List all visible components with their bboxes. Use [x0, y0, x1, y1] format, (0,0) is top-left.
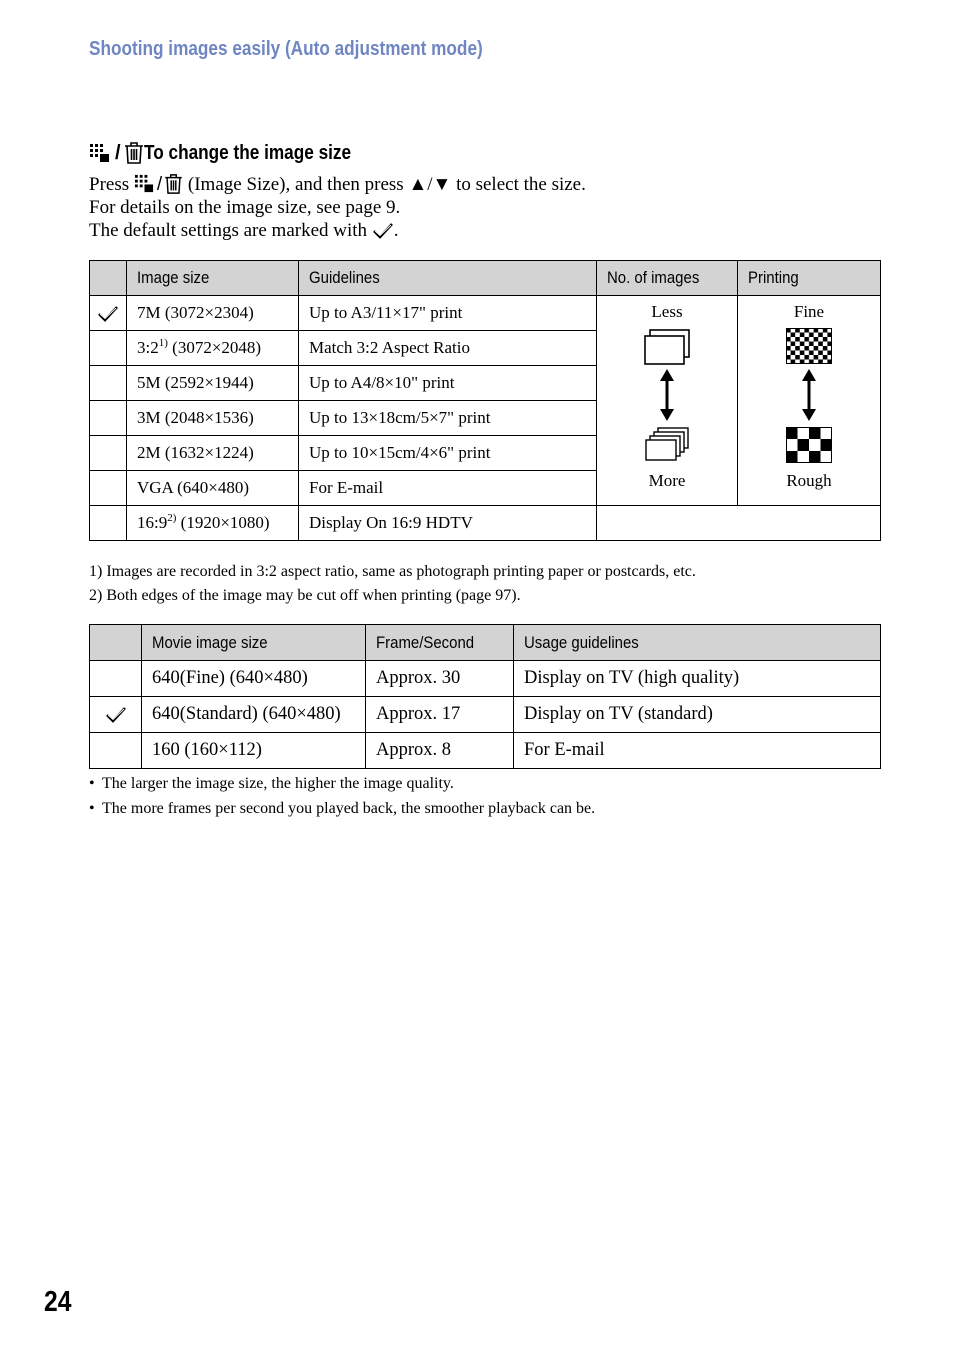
image-size-cell: VGA (640×480) [127, 471, 299, 506]
image-size-cell: 16:9$^{2)}$ (1920×1080) [127, 506, 299, 541]
printing-rough-label: Rough [786, 471, 832, 490]
table-row [90, 296, 881, 331]
image-size-cell: 3M (2048×1536) [127, 401, 299, 436]
printing-scale-cell [738, 296, 881, 506]
table-header-cell: Movie image size [142, 625, 366, 661]
printing-fine-label: Fine [793, 302, 825, 321]
table-header-cell: Guidelines [299, 261, 597, 296]
guideline-cell: Match 3:2 Aspect Ratio [299, 331, 597, 366]
table-header-cell: No. of images [597, 261, 738, 296]
double-arrow-icon [801, 369, 817, 421]
image-size-table [89, 260, 881, 541]
images-scale-cell [597, 296, 738, 506]
table-header-cell [90, 261, 127, 296]
heading-separator: / [115, 141, 121, 164]
table-row [90, 506, 881, 541]
movie-size-table [89, 624, 881, 769]
intro-separator: / [156, 174, 163, 195]
rough-checker-icon [786, 427, 832, 463]
image-size-cell: 3:2$^{1)}$ (3072×2048) [127, 331, 299, 366]
movie-size-cell: 160 (160×112) [142, 733, 366, 769]
guideline-cell: Display On 16:9 HDTV [299, 506, 597, 541]
bullet-item: • The more frames per second you played back, the smoother playback can be. [89, 800, 596, 817]
guideline-cell: Up to A3/11×17" print [299, 296, 597, 331]
default-cell [90, 697, 142, 733]
page-number: 24 [44, 1286, 72, 1318]
page-header-title: Shooting images easily (Auto adjustment mode) [89, 38, 483, 60]
images-more-label: More [648, 471, 686, 490]
default-cell [90, 296, 127, 331]
intro-press-text: Press [89, 174, 130, 195]
table-header-row [90, 261, 881, 296]
image-size-cell: 2M (1632×1224) [127, 436, 299, 471]
image-size-grid-icon [134, 173, 155, 194]
intro-period: . [393, 220, 399, 241]
default-cell [90, 733, 142, 769]
section-heading [89, 140, 384, 166]
trash-icon [164, 173, 183, 195]
guideline-cell: Up to A4/8×10" print [299, 366, 597, 401]
table-row [90, 661, 881, 697]
empty-cell [597, 506, 881, 541]
checkmark-icon [97, 305, 119, 323]
images-less-label: Less [651, 302, 683, 321]
fps-cell: Approx. 30 [366, 661, 514, 697]
fps-cell: Approx. 8 [366, 733, 514, 769]
footnote-2: 2) Both edges of the image may be cut off when printing (page 97). [89, 587, 521, 604]
image-size-cell: 7M (3072×2304) [127, 296, 299, 331]
usage-cell: Display on TV (standard) [514, 697, 881, 733]
default-cell [90, 331, 127, 366]
double-arrow-icon [659, 369, 675, 421]
trash-icon [124, 141, 144, 165]
checkmark-icon [372, 222, 394, 240]
intro-instruction-text: (Image Size), and then press ▲/▼ to select the size. [187, 174, 586, 195]
intro-line-1 [89, 173, 586, 196]
guideline-cell: Up to 13×18cm/5×7" print [299, 401, 597, 436]
table-header-cell: Usage guidelines [514, 625, 881, 661]
table-header-cell: Frame/Second [366, 625, 514, 661]
movie-size-cell: 640(Fine) (640×480) [142, 661, 366, 697]
image-size-cell: 5M (2592×1944) [127, 366, 299, 401]
single-image-icon [643, 328, 691, 366]
default-cell [90, 366, 127, 401]
table-row [90, 697, 881, 733]
default-cell [90, 506, 127, 541]
default-cell [90, 471, 127, 506]
footnote-1: 1) Images are recorded in 3:2 aspect ratio, same as photograph printing paper or postcards, etc. [89, 563, 696, 580]
table-header-cell [90, 625, 142, 661]
bullet-item: • The larger the image size, the higher the image quality. [89, 775, 454, 792]
movie-size-cell: 640(Standard) (640×480) [142, 697, 366, 733]
table-header-cell: Printing [738, 261, 881, 296]
usage-cell: For E-mail [514, 733, 881, 769]
checkmark-icon [105, 706, 127, 724]
table-row [90, 733, 881, 769]
stacked-images-icon [642, 426, 692, 464]
default-cell [90, 661, 142, 697]
default-cell [90, 436, 127, 471]
image-size-grid-icon [89, 142, 111, 164]
usage-cell: Display on TV (high quality) [514, 661, 881, 697]
intro-line-3 [89, 219, 399, 242]
intro-line-2: For details on the image size, see page 9. [89, 197, 401, 218]
table-header-cell: Image size [127, 261, 299, 296]
default-cell [90, 401, 127, 436]
section-heading-text: To change the image size [143, 141, 351, 164]
table-header-row [90, 625, 881, 661]
fps-cell: Approx. 17 [366, 697, 514, 733]
guideline-cell: For E-mail [299, 471, 597, 506]
fine-checker-icon [786, 328, 832, 364]
guideline-cell: Up to 10×15cm/4×6" print [299, 436, 597, 471]
default-mark-text: The default settings are marked with [89, 220, 368, 241]
